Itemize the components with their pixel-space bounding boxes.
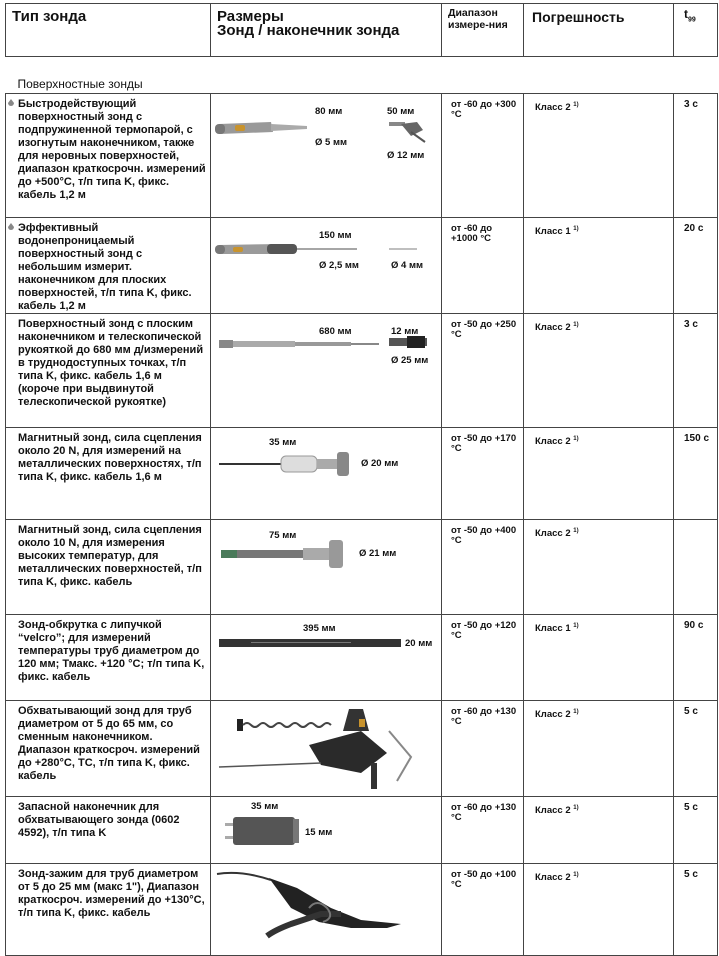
pipe-clip-probe-image [211, 864, 442, 956]
accuracy-value [524, 864, 674, 956]
accuracy-text: Класс 2 [535, 709, 571, 721]
dimension-label: Ø 21 мм [359, 548, 397, 559]
probe-description-text: Эффективный водонепроницаемый поверхностный зонд с небольшим измерит. наконечником для плоских поверхностей, т/п типа K, фикс. кабель 1,2 м [18, 222, 192, 312]
probe-image-cell [211, 797, 442, 864]
table-row [6, 218, 718, 314]
header-dimensions-line1: Размеры [217, 8, 284, 25]
accuracy-footnote: 1) [573, 528, 579, 534]
range-value: от -60 до +130 °C [442, 701, 524, 797]
dimension-label: 395 мм [303, 623, 336, 634]
dimension-label: 35 мм [251, 801, 279, 812]
header-dimensions-line2: Зонд / наконечник зонда [217, 22, 400, 39]
probe-description: Зонд-зажим для труб диаметром от 5 до 25 мм (макс 1"), Диапазон краткосроч. измерений до +130°С, т/п типа K, фикс. кабель [6, 864, 211, 956]
accuracy-footnote: 1) [573, 436, 579, 442]
t99-value: 5 с [674, 701, 718, 797]
accuracy-value [524, 428, 674, 520]
accuracy-text: Класс 2 [535, 528, 571, 540]
dimension-label: 50 мм [387, 106, 415, 117]
probe-description: Обхватывающий зонд для труб диаметром от 5 до 65 мм, со сменным наконечником. Диапазон краткосроч. измерений до +280°С, ТС, т/п типа K, фикс. кабель [6, 701, 211, 797]
section-title: Поверхностные зонды [6, 57, 718, 94]
probe-description-text: Быстродействующий поверхностный зонд с подпружиненной термопарой, с изогнутым наконечником, также для неровных поверхностей, диапазон краткосрочн. измерений до +500°С, т/п типа K, фикс. кабель 1,2 м [18, 98, 206, 201]
header-t99-label: t [684, 7, 688, 21]
accuracy-value [524, 701, 674, 797]
probe-description: Зонд-обкрутка с липучкой “velcro”; для измерений температуры труб диаметром до 120 мм; Тмакс. +120 °С; т/п типа K, фикс. кабель [6, 615, 211, 701]
probe-description: Запасной наконечник для обхватывающего зонда (0602 4592), т/п типа K [6, 797, 211, 864]
probe-image-cell [211, 864, 442, 956]
dimension-label: 150 мм [319, 230, 352, 241]
dimension-label: Ø 2,5 мм [319, 260, 359, 271]
dimension-label: Ø 25 мм [391, 355, 429, 366]
dimension-label: 680 мм [319, 326, 352, 337]
t99-value: 90 с [674, 615, 718, 701]
table-row [6, 314, 718, 428]
accuracy-footnote: 1) [573, 226, 579, 232]
table-row [6, 864, 718, 956]
t99-value [674, 520, 718, 615]
probe-description [6, 94, 211, 218]
probe-image-cell [211, 701, 442, 797]
accuracy-footnote: 1) [573, 805, 579, 811]
accuracy-footnote: 1) [573, 322, 579, 328]
dimension-label: 12 мм [391, 326, 419, 337]
t99-value: 3 с [674, 94, 718, 218]
accuracy-footnote: 1) [573, 623, 579, 629]
dimension-label: Ø 12 мм [387, 150, 425, 161]
header-probe-type: Тип зонда [6, 4, 211, 57]
t99-value: 5 с [674, 864, 718, 956]
probe-description: Магнитный зонд, сила сцепления около 10 N, для измерения высоких температур, для металлических поверхностей, т/п типа K, фикс. кабель [6, 520, 211, 615]
table-row [6, 701, 718, 797]
probe-image-cell [211, 520, 442, 615]
range-value: от -60 до +1000 °C [442, 218, 524, 314]
dimension-label: 15 мм [305, 827, 333, 838]
probe-table [5, 3, 718, 956]
pipe-clamp-probe-image [211, 701, 442, 797]
accuracy-footnote: 1) [573, 709, 579, 715]
accuracy-text: Класс 2 [535, 872, 571, 884]
probe-description: Магнитный зонд, сила сцепления около 20 N, для измерений на металлических поверхностях, т/п типа K, фикс. кабель 1,6 м [6, 428, 211, 520]
accuracy-value [524, 314, 674, 428]
probe-image-cell [211, 218, 442, 314]
accuracy-value [524, 520, 674, 615]
magnetic-probe-20n-image [211, 428, 442, 520]
accuracy-footnote: 1) [573, 872, 579, 878]
accuracy-value [524, 94, 674, 218]
bullet-icon [8, 99, 14, 106]
probe-description [6, 218, 211, 314]
header-row [6, 4, 718, 57]
table-row [6, 797, 718, 864]
range-value: от -50 до +120 °C [442, 615, 524, 701]
dimension-label: Ø 4 мм [391, 260, 424, 271]
header-dimensions [211, 4, 442, 57]
probe-image-cell [211, 314, 442, 428]
range-value: от -60 до +300 °C [442, 94, 524, 218]
table-row [6, 615, 718, 701]
range-value: от -60 до +130 °C [442, 797, 524, 864]
probe-image-cell [211, 615, 442, 701]
range-value: от -50 до +170 °C [442, 428, 524, 520]
header-t99 [674, 4, 718, 57]
t99-value: 150 с [674, 428, 718, 520]
dimension-label: 80 мм [315, 106, 343, 117]
dimension-label: 35 мм [269, 437, 297, 448]
dimension-label: 75 мм [269, 530, 297, 541]
accuracy-text: Класс 2 [535, 102, 571, 114]
accuracy-text: Класс 1 [535, 226, 571, 238]
accuracy-text: Класс 2 [535, 436, 571, 448]
dimension-label: Ø 5 мм [315, 137, 348, 148]
range-value: от -50 до +400 °C [442, 520, 524, 615]
dimension-label: 20 мм [405, 638, 433, 649]
t99-value: 5 с [674, 797, 718, 864]
t99-value: 20 с [674, 218, 718, 314]
accuracy-value [524, 218, 674, 314]
accuracy-value [524, 615, 674, 701]
section-row [6, 57, 718, 94]
accuracy-footnote: 1) [573, 102, 579, 108]
probe-image-cell [211, 428, 442, 520]
accuracy-text: Класс 1 [535, 623, 571, 635]
table-row [6, 94, 718, 218]
header-accuracy: Погрешность [524, 4, 674, 57]
header-range: Диапазон измере-ния [442, 4, 524, 57]
table-row [6, 520, 718, 615]
dimension-label: Ø 20 мм [361, 458, 399, 469]
accuracy-text: Класс 2 [535, 805, 571, 817]
accuracy-value [524, 797, 674, 864]
header-t99-sub: 99 [688, 16, 696, 24]
range-value: от -50 до +100 °C [442, 864, 524, 956]
bullet-icon [8, 223, 14, 230]
table-row [6, 428, 718, 520]
accuracy-text: Класс 2 [535, 322, 571, 334]
probe-image-cell [211, 94, 442, 218]
range-value: от -50 до +250 °C [442, 314, 524, 428]
magnetic-probe-10n-image [211, 520, 442, 615]
t99-value: 3 с [674, 314, 718, 428]
probe-description: Поверхностный зонд с плоским наконечником и телескопической рукояткой до 680 мм д/измерений в труднодоступных точках, т/п типа K, фикс. кабель 1,6 м (короче при выдвинутой телескопической рукоятке) [6, 314, 211, 428]
